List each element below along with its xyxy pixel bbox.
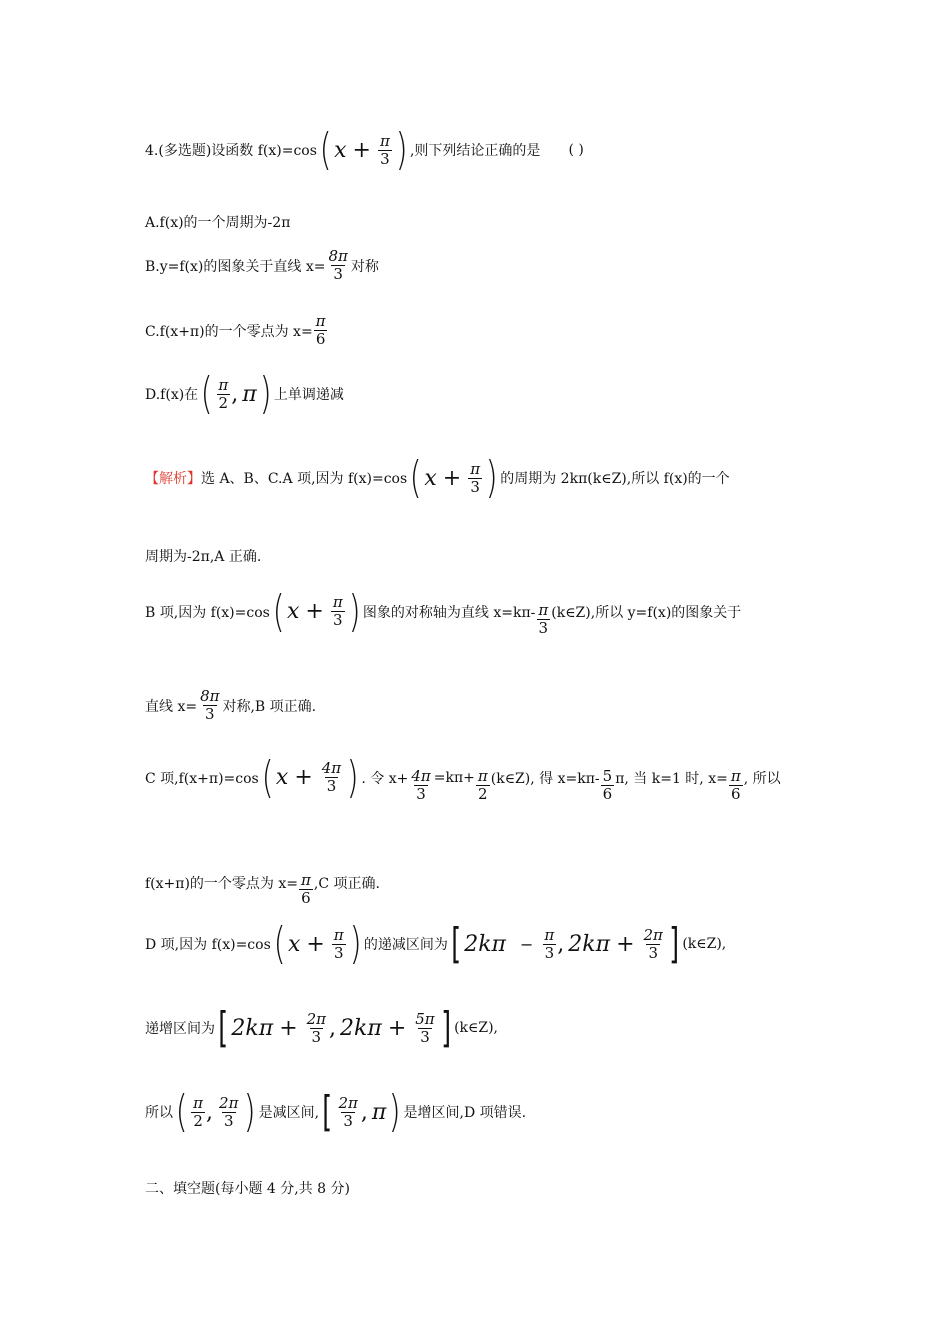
section-2-heading	[145, 1178, 350, 1198]
paren-close: )	[388, 1086, 401, 1137]
analysis-l8-comma: ,	[329, 1015, 337, 1041]
option-d-pre: D.f(x)在	[145, 387, 199, 403]
analysis-l3-pre: B 项,因为 f(x)=cos	[145, 604, 270, 621]
bracket-open: [	[218, 1003, 229, 1052]
analysis-l9-post: 是增区间,D 项错误.	[403, 1105, 527, 1121]
analysis-l9-pre: 所以	[145, 1105, 173, 1121]
analysis-l3-frac: $\frac{\pi}{3}$	[332, 593, 343, 629]
paren-close: )	[346, 751, 359, 803]
analysis-l1-frac: $\frac{\pi}{3}$	[470, 459, 481, 496]
analysis-line-8	[145, 1003, 499, 1052]
option-b-pre: B.y=f(x)的图象关于直线 x=	[145, 258, 326, 275]
bracket-close: ]	[440, 1003, 451, 1052]
analysis-l2: 周期为-2π,A 正确.	[145, 549, 262, 565]
analysis-l8-post: (k∈Z),	[454, 1020, 499, 1036]
bracket-close: ]	[669, 919, 680, 968]
option-a	[145, 212, 290, 232]
analysis-line-9	[145, 1086, 527, 1137]
analysis-l8-plus: +	[279, 1015, 298, 1041]
analysis-line-4	[145, 688, 316, 723]
analysis-l3-x: x	[287, 599, 300, 624]
q4-frac: $\frac{\pi}{3}$	[379, 131, 390, 168]
option-c	[145, 313, 329, 348]
option-c-frac: $\frac{\pi}{6}$	[315, 312, 326, 348]
analysis-l5-c: (k∈Z), 得 x=kπ-	[490, 770, 600, 787]
paren-close: )	[485, 452, 498, 503]
analysis-l5-pre: C 项,f(x+π)=cos	[145, 770, 259, 787]
analysis-l7-x: x	[287, 931, 301, 957]
analysis-l7-frac3: $\frac{2\pi}{3}$	[643, 925, 663, 962]
analysis-l3-mid: 图象的对称轴为直线 x=kπ-	[362, 604, 536, 621]
analysis-l8-2k-b: 2kπ	[340, 1015, 382, 1041]
analysis-tag: 【解析】	[145, 471, 201, 487]
analysis-l7-2k-b: 2kπ	[568, 931, 611, 957]
option-d-pi: π	[242, 381, 257, 407]
analysis-l7-minus: −	[520, 934, 534, 954]
paren-close: )	[259, 368, 272, 419]
analysis-l5-d: π, 当 k=1 时, x=	[615, 770, 728, 787]
paren-open: (	[175, 1086, 188, 1137]
analysis-l1-plus: +	[442, 465, 462, 491]
option-b	[145, 248, 379, 283]
analysis-l8-frac2: $\frac{5\pi}{3}$	[415, 1009, 435, 1046]
analysis-line-6	[145, 858, 380, 907]
paren-open: (	[261, 751, 274, 803]
analysis-l7-post: (k∈Z),	[682, 936, 727, 952]
analysis-l3-plus: +	[305, 599, 324, 624]
option-b-post: 对称	[350, 258, 379, 275]
q4-suffix: ,则下列结论正确的是	[409, 143, 541, 159]
analysis-line-1	[145, 452, 730, 503]
analysis-l5-frac3: $\frac{\pi}{2}$	[477, 767, 488, 803]
analysis-l7-2k: 2kπ	[464, 931, 507, 957]
option-b-frac: $\frac{8\pi}{3}$	[328, 247, 348, 283]
analysis-l9-comma: ,	[206, 1099, 214, 1125]
analysis-l1-post: 的周期为 2kπ(k∈Z),所以 f(x)的一个	[500, 471, 730, 487]
analysis-l9-frac1: $\frac{\pi}{2}$	[193, 1093, 204, 1130]
analysis-l8-2k: 2kπ	[231, 1015, 274, 1041]
analysis-line-3	[145, 586, 741, 637]
analysis-l6-pre: f(x+π)的一个零点为 x=	[145, 875, 299, 892]
analysis-l7-pre: D 项,因为 f(x)=cos	[145, 937, 271, 953]
paren-open: (	[409, 452, 422, 503]
analysis-l5-x: x	[275, 765, 289, 790]
bracket-open: [	[451, 919, 461, 968]
analysis-l9-comma-b: ,	[360, 1099, 368, 1125]
bracket-open: [	[322, 1087, 333, 1136]
paren-close: )	[348, 585, 361, 637]
analysis-l9-mid: 是减区间,	[258, 1105, 320, 1121]
analysis-l1-x: x	[424, 465, 437, 491]
analysis-l4-pre: 直线 x=	[145, 698, 198, 715]
paren-open: (	[200, 368, 213, 419]
analysis-l7-mid: 的递减区间为	[363, 937, 448, 953]
analysis-line-5	[145, 752, 781, 803]
analysis-l5-e: , 所以	[743, 770, 781, 787]
analysis-l5-a: . 令 x+	[361, 770, 409, 787]
analysis-l6-post: ,C 项正确.	[313, 875, 380, 892]
analysis-l4-post: 对称,B 项正确.	[222, 698, 317, 715]
analysis-l5-frac2: $\frac{4\pi}{3}$	[411, 767, 431, 803]
analysis-l1-pre: 选 A、B、C.A 项,因为 f(x)=cos	[201, 471, 408, 487]
analysis-line-7	[145, 918, 727, 969]
analysis-l9-pi: π	[371, 1099, 387, 1125]
option-d	[145, 368, 344, 419]
answer-blank: ( )	[568, 142, 584, 158]
paren-open: (	[273, 918, 286, 969]
analysis-l8-frac1: $\frac{2\pi}{3}$	[306, 1009, 327, 1046]
analysis-l5-frac4: $\frac{5}{6}$	[602, 767, 613, 803]
analysis-l7-comma: ,	[557, 931, 565, 957]
analysis-l7-plus-b: +	[616, 931, 635, 957]
option-c-pre: C.f(x+π)的一个零点为 x=	[145, 323, 313, 340]
analysis-l7-frac1: $\frac{\pi}{3}$	[333, 925, 344, 962]
analysis-l6-frac: $\frac{\pi}{6}$	[301, 871, 311, 907]
analysis-l8-plus-b: +	[387, 1015, 407, 1041]
analysis-l9-frac2: $\frac{2\pi}{3}$	[219, 1093, 239, 1130]
q4-prefix: 4.(多选题)设函数 f(x)=cos	[145, 143, 317, 159]
option-d-frac: $\frac{\pi}{2}$	[218, 375, 229, 412]
option-d-post: 上单调递减	[273, 387, 344, 403]
question-4	[145, 124, 584, 175]
paren-close: )	[349, 918, 362, 969]
analysis-l7-frac2: $\frac{\pi}{3}$	[544, 925, 555, 962]
analysis-line-2	[145, 546, 261, 566]
section-2-text: 二、填空题(每小题 4 分,共 8 分)	[145, 1181, 350, 1197]
option-d-comma: ,	[231, 381, 239, 407]
paren-close: )	[395, 124, 408, 175]
analysis-l5-b: =kπ+	[433, 769, 475, 786]
analysis-l5-frac5: $\frac{\pi}{6}$	[730, 767, 741, 803]
analysis-l3-post: (k∈Z),所以 y=f(x)的图象关于	[551, 604, 742, 621]
q4-x: x	[334, 137, 347, 163]
paren-close: )	[244, 1086, 257, 1137]
option-a-text: A.f(x)的一个周期为-2π	[145, 215, 291, 231]
analysis-l7-plus: +	[306, 931, 325, 957]
analysis-l5-plus: +	[294, 765, 313, 790]
paren-open: (	[272, 585, 285, 637]
paren-open: (	[319, 124, 332, 175]
analysis-l4-frac: $\frac{8\pi}{3}$	[200, 687, 220, 723]
analysis-l9-frac3: $\frac{2\pi}{3}$	[338, 1093, 358, 1130]
analysis-l8-pre: 递增区间为	[145, 1021, 215, 1037]
q4-plus: +	[352, 137, 371, 163]
analysis-l3-frac2: $\frac{\pi}{3}$	[538, 601, 549, 637]
analysis-l5-frac1: $\frac{4\pi}{3}$	[321, 759, 342, 795]
